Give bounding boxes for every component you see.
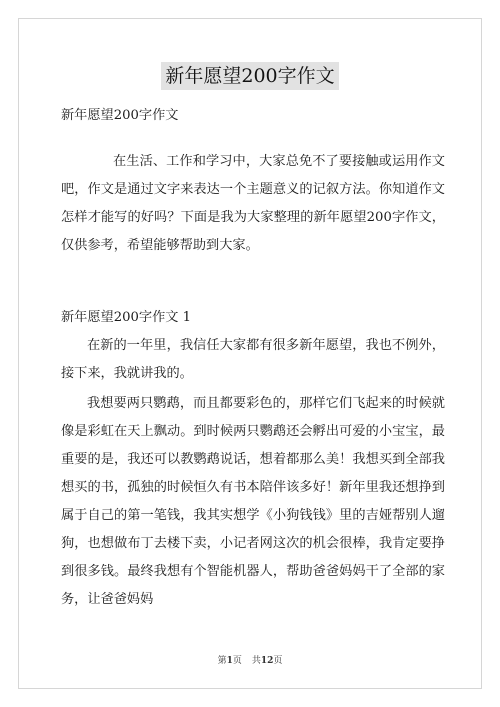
intro-paragraph: 在生活、工作和学习中，大家总免不了要接触或运用作文吧，作文是通过文字来表达一个主题意义的记叙方法。你知道作文怎样才能写的好吗？下面是我为大家整理的新年愿望200字作文，仅供参考，希望能够帮助到大家。 [61, 154, 445, 253]
document-title: 新年愿望200字作文 [161, 62, 338, 90]
title-container [0, 62, 500, 90]
page-number: 1 [226, 656, 233, 666]
page-number-suffix: 页 [232, 656, 242, 666]
document-body [61, 106, 445, 614]
body-paragraph-2: 我想要两只鹦鹉，而且都要彩色的，那样它们飞起来的时候就像是彩虹在天上飘动。到时候两只鹦鹉还会孵出可爱的小宝宝，最重要的是，我还可以教鹦鹉说话，想着都那么美！我想买到全部我想买的书，孤独的时候恒久有书本陪伴该多好！新年里我还想挣到属于自己的第一笔钱，我其实想学《小狗钱钱》里的吉娅帮别人遛狗，也想做布丁去楼下卖，小记者网这次的机会很棒，我肯定要挣到很多钱。最终我想有个智能机器人，帮助爸爸妈妈干了全部的家务，让爸爸妈妈 [61, 396, 445, 607]
document-subtitle: 新年愿望200字作文 [61, 108, 179, 123]
total-pages-prefix: 共 [251, 656, 261, 666]
body-paragraph-1: 在新的一年里，我信任大家都有很多新年愿望，我也不例外，接下来，我就讲我的。 [61, 338, 445, 381]
total-pages: 12 [260, 656, 274, 666]
total-pages-suffix: 页 [273, 656, 283, 666]
page-number-prefix: 第 [217, 656, 227, 666]
section-heading: 新年愿望200字作文 1 [61, 310, 192, 325]
page-footer [0, 655, 500, 667]
section-gap [61, 260, 445, 308]
